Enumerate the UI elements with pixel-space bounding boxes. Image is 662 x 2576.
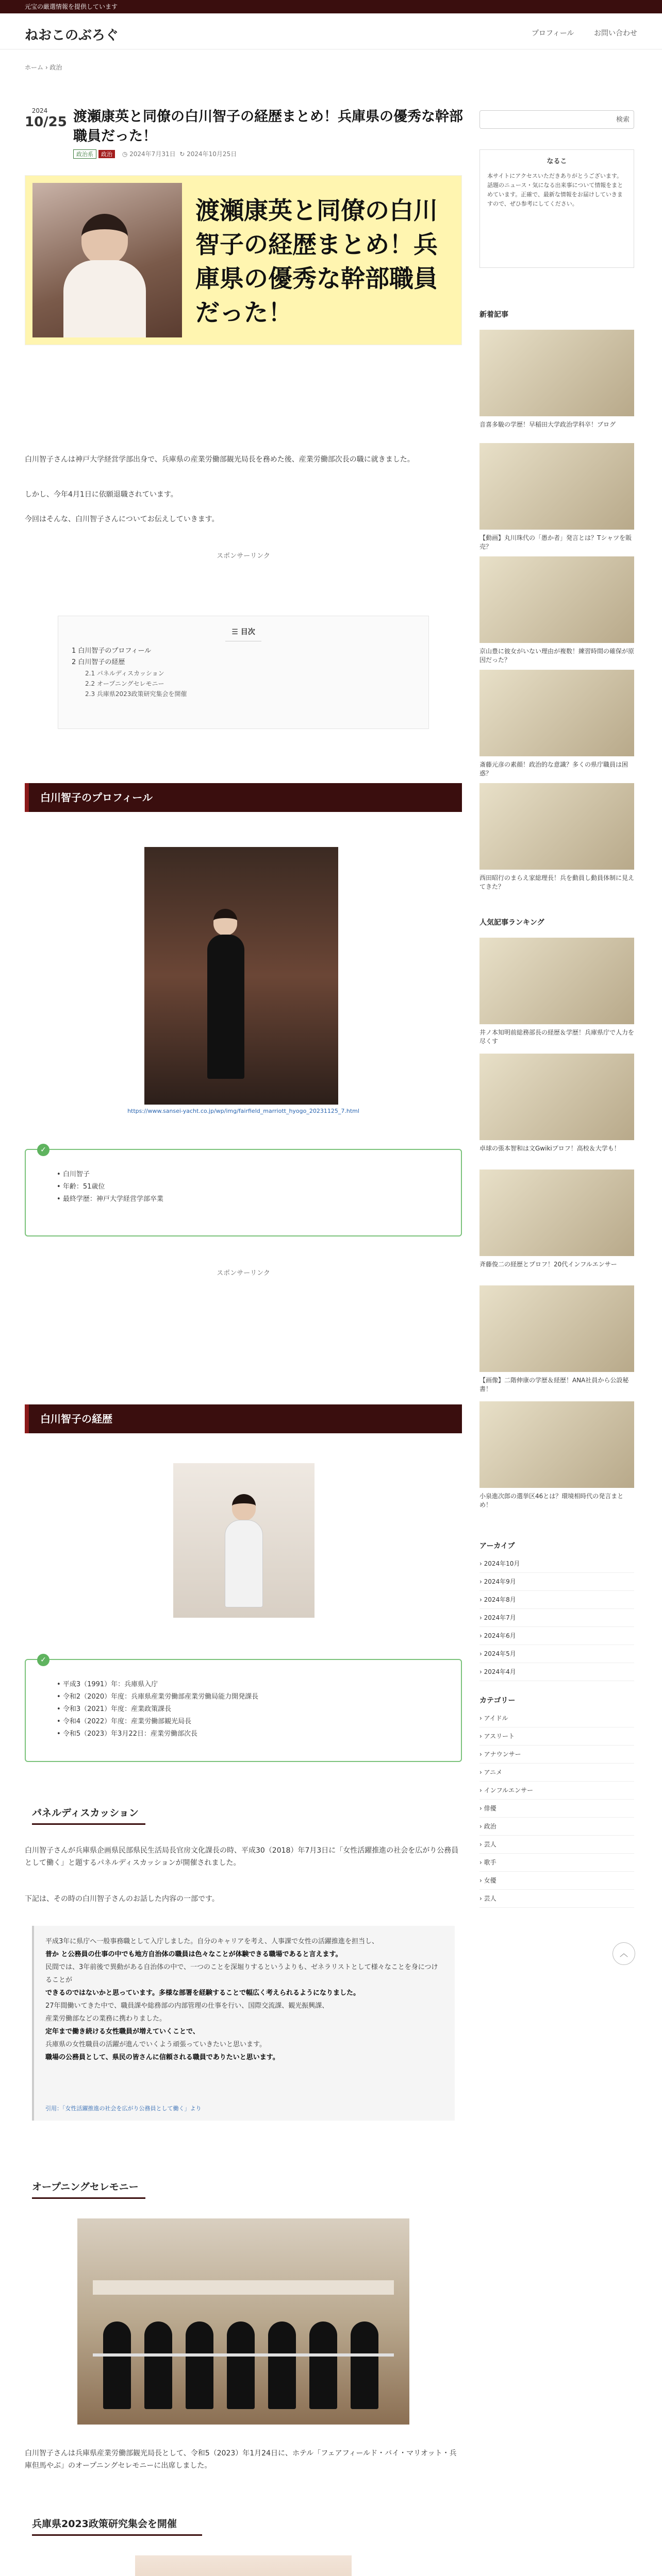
category-widget xyxy=(479,1695,634,1908)
list-icon: ☰ xyxy=(231,628,238,636)
photo-person xyxy=(144,2321,172,2409)
about-title: なるこ xyxy=(547,158,567,165)
post-title: 井ノ本知明前総務部長の経歴＆学歴！兵庫県庁で人力を尽くす xyxy=(479,1029,635,1045)
archive-widget xyxy=(479,1540,634,1681)
new-post-item[interactable] xyxy=(479,556,634,665)
photo-person-head xyxy=(232,1494,256,1521)
heading-career: 白川智子の経歴 xyxy=(25,1404,462,1433)
about-widget xyxy=(479,149,634,268)
toc-subitem[interactable]: 2.2 オープニングセレモニー xyxy=(85,680,164,687)
post-thumbnail xyxy=(479,938,634,1024)
archive-item[interactable]: › 2024年9月 xyxy=(479,1573,634,1591)
list-item: • 最終学歴：神戸大学経営学部卒業 xyxy=(57,1195,163,1203)
new-posts-title: 新着記事 xyxy=(479,311,508,319)
global-nav xyxy=(514,28,637,38)
sponsor-label: スポンサーリンク xyxy=(217,1269,270,1277)
career-photo xyxy=(173,1463,315,1618)
list-item: • 令和5（2023）年3月22日：産業労働部次長 xyxy=(57,1730,197,1738)
chevron-up-icon: ︿ xyxy=(619,1948,628,1958)
ranking-item[interactable] xyxy=(479,1401,634,1510)
post-date-year: 2024 xyxy=(31,107,48,114)
new-post-item[interactable] xyxy=(479,443,634,551)
quote-line: 平成3年に県庁へ一般事務職として入庁しました。自分のキャリアを考え、人事課で女性の活躍推進を担当し、 xyxy=(45,1938,379,1945)
quote-line: 民間では、3年前後で異動がある自治体の中で、一つのことを深堀りするというよりも、ゼネラリストとして様々なことを身につけることが xyxy=(45,1963,438,1984)
intro-paragraph-2: しかし、今年4月1日に依願退職されています。 xyxy=(25,490,178,499)
ranking-title: 人気記事ランキング xyxy=(479,919,544,927)
article-meta xyxy=(73,149,237,159)
post-title: 京山豊に彼女がいない理由が複数！練習時間の確保が原因だった？ xyxy=(479,648,635,664)
post-thumbnail xyxy=(479,670,634,756)
ranking-item[interactable] xyxy=(479,938,634,1046)
list-item: • 令和3（2021）年度：産業政策課長 xyxy=(57,1705,172,1713)
category-title: カテゴリー xyxy=(479,1697,516,1705)
policy-photo xyxy=(135,2555,352,2576)
ceremony-ribbon xyxy=(93,2353,394,2357)
post-title: 小泉進次郎の選挙区46とは？環境相時代の発言まとめ！ xyxy=(479,1493,624,1509)
list-item: • 白川智子 xyxy=(57,1171,90,1178)
toc-subitem[interactable]: 2.3 兵庫県2023政策研究集会を開催 xyxy=(85,690,187,698)
photo-person xyxy=(186,2321,213,2409)
category-item[interactable]: › 女優 xyxy=(479,1872,634,1890)
photo-person xyxy=(227,2321,255,2409)
intro-paragraph-1: 白川智子さんは神戸大学経営学部出身で、兵庫県の産業労働部観光局長を務めた後、産業労働部次長の職に就きました。 xyxy=(25,455,415,464)
post-thumbnail xyxy=(479,1401,634,1488)
post-thumbnail xyxy=(479,1054,634,1140)
check-icon: ✓ xyxy=(37,1654,49,1666)
toc-item[interactable]: 2 白川智子の経歴 xyxy=(72,658,125,666)
post-title: 西田昭行のまらえ家総理長！兵を動員し動員体制に見えてきた？ xyxy=(479,874,635,890)
ranking-item[interactable] xyxy=(479,1285,634,1394)
ranking-item[interactable] xyxy=(479,1170,634,1269)
nav-item-contact[interactable]: お問い合わせ xyxy=(594,29,637,38)
site-header xyxy=(0,13,662,49)
post-thumbnail xyxy=(479,1285,634,1372)
photo-person xyxy=(309,2321,337,2409)
post-date xyxy=(25,107,67,130)
archive-item[interactable]: › 2024年10月 xyxy=(479,1555,634,1573)
list-item: • 年齢：51歳位 xyxy=(57,1183,105,1191)
list-item: • 平成3（1991）年：兵庫県入庁 xyxy=(57,1681,158,1688)
archive-item[interactable]: › 2024年7月 xyxy=(479,1609,634,1627)
new-post-item[interactable] xyxy=(479,670,634,778)
archive-title: アーカイブ xyxy=(479,1542,515,1550)
quote-line: 普か と公務員の仕事の中でも地方自治体の職員は色々なことが体験できる職場であると言えます。 xyxy=(45,1951,342,1958)
eyecatch-image xyxy=(25,175,462,345)
post-title: 卓球の張本智和は文Gwikiプロフ！高校＆大学も！ xyxy=(479,1145,620,1152)
photo-person-body xyxy=(207,935,244,1079)
panel-paragraph-1: 白川智子さんが兵庫県企画県民部県民生活局長官房文化課長の時、平成30（2018）年7月3日に「女性活躍推進の社会を広がり公務員として働く」と題するパネルディスカッションが開催されました。 xyxy=(25,1846,459,1867)
ceremony-banner xyxy=(93,2280,394,2295)
toc-subitem[interactable]: 2.1 パネルディスカッション xyxy=(85,670,164,677)
nav-item-profile[interactable]: プロフィール xyxy=(531,29,574,38)
quote-line: 産業労働部などの業務に携わりました。 xyxy=(45,2015,167,2023)
table-of-contents xyxy=(58,616,429,729)
post-title: 【画像】二階伸康の学歴＆経歴！ANA社員から公設秘書！ xyxy=(479,1377,629,1393)
quote-line: 兵庫県の女性職員の活躍が進んでいくよう頑張っていきたいと思います。 xyxy=(45,2041,266,2048)
profile-checklist xyxy=(25,1146,462,1236)
archive-item[interactable]: › 2024年5月 xyxy=(479,1645,634,1663)
refresh-icon: ↻ xyxy=(179,150,185,158)
search-icon[interactable]: 検索 xyxy=(616,116,630,124)
post-published-date: 2024年7月31日 xyxy=(129,150,176,158)
heading-opening-ceremony: オープニングセレモニー xyxy=(32,2179,145,2199)
category-item[interactable]: › 芸人 xyxy=(479,1890,634,1908)
profile-photo xyxy=(144,847,338,1105)
quote-line: 27年間働いてきた中で、職員課や総務部の内部管理の仕事を行い、国際交流課、観光振興課、 xyxy=(45,2002,329,2010)
archive-item[interactable]: › 2024年8月 xyxy=(479,1591,634,1609)
search-input[interactable] xyxy=(479,110,634,129)
sponsor-label: スポンサーリンク xyxy=(217,552,270,560)
photo-person xyxy=(351,2321,378,2409)
eyecatch-portrait xyxy=(32,183,182,337)
post-title: 【動画】丸川珠代の「愚か者」発言とは？Tシャツを販売？ xyxy=(479,534,632,550)
ranking-item[interactable] xyxy=(479,1054,634,1153)
category-badge[interactable]: 政治 xyxy=(98,150,115,158)
photo-person-body xyxy=(225,1520,263,1607)
archive-item[interactable]: › 2024年4月 xyxy=(479,1663,634,1681)
category-item[interactable]: › 俳優 xyxy=(479,1800,634,1818)
career-checklist xyxy=(25,1656,462,1762)
post-thumbnail xyxy=(479,556,634,643)
category-item[interactable]: › アニメ xyxy=(479,1764,634,1782)
panel-paragraph-2: 下記は、その時の白川智子さんのお話した内容の一部です。 xyxy=(25,1895,219,1903)
new-post-item[interactable] xyxy=(479,783,634,891)
top-announcement-bar: 元宝の厳選情報を提供しています xyxy=(0,0,662,13)
about-text: 本サイトにアクセスいただきありがとうございます。話題のニュース・気になる出来事について情報をまとめています。正確で、最新な情報をお届けしていきますので、ぜひ参考にしてください。 xyxy=(487,173,623,207)
breadcrumb[interactable]: ホーム › 政治 xyxy=(25,64,62,71)
ceremony-photo xyxy=(77,2218,409,2425)
heading-profile: 白川智子のプロフィール xyxy=(25,783,462,812)
photo-source-link[interactable]: https://www.sansei-yacht.co.jp/wp/img/fairfield_marriott_hyogo_20231125_7.html xyxy=(127,1108,359,1114)
toc-title xyxy=(58,626,428,637)
post-title: 斉藤俊二の経歴とプロフ！20代インフルエンサー xyxy=(479,1261,617,1268)
portrait-head xyxy=(81,214,128,265)
heading-policy-meeting: 兵庫県2023政策研究集会を開催 xyxy=(32,2516,202,2536)
quote-line: できるのではないかと思っています。多様な部署を経験することで幅広く考えられるようになりました。 xyxy=(45,1989,360,1997)
category-item[interactable]: › 芸人 xyxy=(479,1836,634,1854)
post-thumbnail xyxy=(479,330,634,416)
tag-badge[interactable]: 政治系 xyxy=(73,149,96,159)
category-item[interactable]: › アスリート xyxy=(479,1727,634,1745)
post-title: 斎藤元彦の素顔！政治的な意識？多くの県庁職員は困惑？ xyxy=(479,761,628,777)
photo-person xyxy=(268,2321,296,2409)
category-item[interactable]: › アイドル xyxy=(479,1709,634,1727)
clock-icon: ◷ xyxy=(122,150,128,158)
article-title: 渡瀬康英と同僚の白川智子の経歴まとめ！兵庫県の優秀な幹部職員だった！ xyxy=(73,109,463,144)
post-updated-date: 2024年10月25日 xyxy=(187,150,237,158)
intro-paragraph-3: 今回はそんな、白川智子さんについてお伝えしていきます。 xyxy=(25,515,219,523)
opening-paragraph: 白川智子さんは兵庫県産業労働部観光局長として、令和5（2023）年1月24日に、ホテル「フェアフィールド・バイ・マリオット・兵庫但馬やぶ」のオープニングセレモニーに出席しました。 xyxy=(25,2449,457,2470)
portrait-body xyxy=(63,260,146,337)
toc-title-text: 目次 xyxy=(240,628,255,636)
post-date-monthday: 10/25 xyxy=(25,114,67,130)
post-thumbnail xyxy=(479,1170,634,1256)
site-logo[interactable]: ねおこのぶろぐ xyxy=(25,28,119,43)
heading-panel-discussion: パネルディスカッション xyxy=(32,1805,145,1825)
list-item: • 令和2（2020）年度：兵庫県産業労働部産業労働局能力開発課長 xyxy=(57,1693,259,1701)
photo-person-head xyxy=(213,909,237,936)
list-item: • 令和4（2022）年度：産業労働部観光局長 xyxy=(57,1718,192,1725)
post-thumbnail xyxy=(479,783,634,870)
archive-item[interactable]: › 2024年6月 xyxy=(479,1627,634,1645)
back-to-top-button[interactable] xyxy=(613,1942,635,1965)
blockquote xyxy=(32,1926,455,2121)
new-post-item[interactable] xyxy=(479,330,634,429)
category-item[interactable]: › 歌手 xyxy=(479,1854,634,1872)
category-item[interactable]: › インフルエンサー xyxy=(479,1782,634,1800)
eyecatch-title-text: 渡瀬康英と同僚の白川智子の経歴まとめ！兵庫県の優秀な幹部職員だった！ xyxy=(195,197,438,327)
check-icon: ✓ xyxy=(37,1144,49,1156)
category-item[interactable]: › 政治 xyxy=(479,1818,634,1836)
quote-source-link[interactable]: 引用：「女性活躍推進の社会を広がり公務員として働く」より xyxy=(45,2105,202,2112)
sidebar xyxy=(479,98,634,2056)
post-title: 音喜多駿の学歴！早稲田大学政治学科卒！ブログ xyxy=(479,421,616,428)
photo-person xyxy=(103,2321,131,2409)
quote-line: 定年まで働き続ける女性職員が増えていくことで、 xyxy=(45,2028,200,2036)
article-main xyxy=(25,98,462,2576)
toc-item[interactable]: 1 白川智子のプロフィール xyxy=(72,647,152,655)
category-item[interactable]: › アナウンサー xyxy=(479,1745,634,1764)
post-thumbnail xyxy=(479,443,634,530)
quote-line: 職場の公務員として、県民の皆さんに信頼される職員でありたいと思います。 xyxy=(45,2054,279,2061)
